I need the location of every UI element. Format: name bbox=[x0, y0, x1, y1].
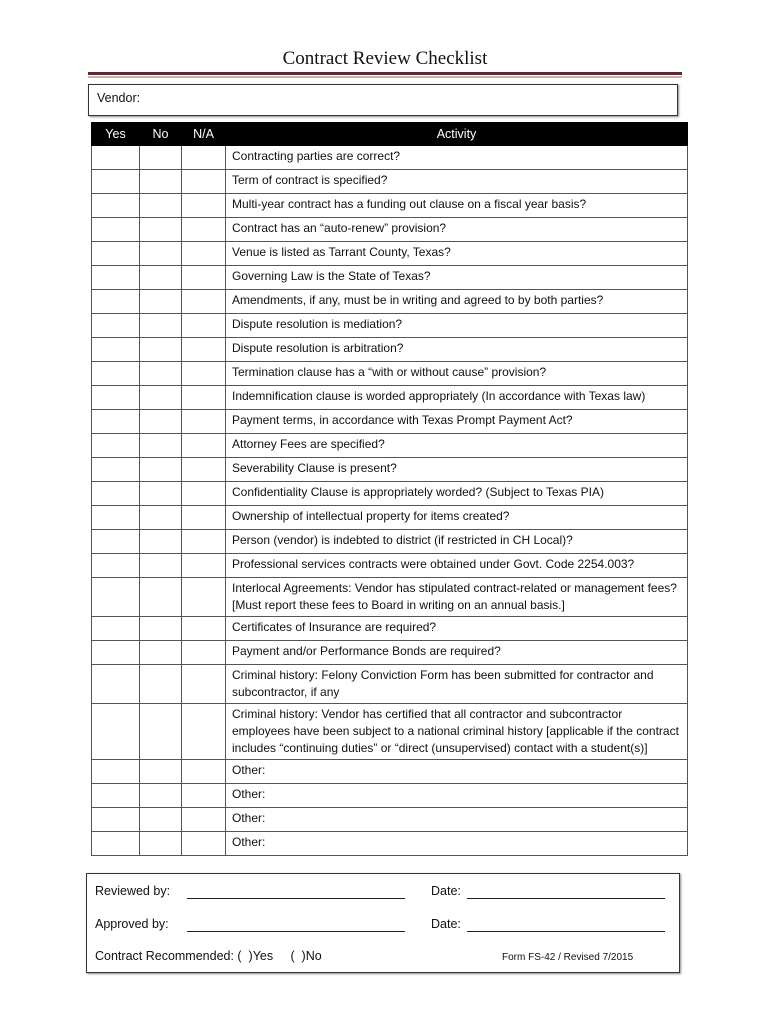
activity-text: Payment and/or Performance Bonds are required? bbox=[226, 641, 688, 665]
table-row bbox=[92, 506, 688, 530]
na-box[interactable] bbox=[182, 482, 226, 506]
activity-text: Multi-year contract has a funding out clause on a fiscal year basis? bbox=[226, 194, 688, 218]
yes-box[interactable] bbox=[92, 242, 140, 266]
no-box[interactable] bbox=[140, 482, 182, 506]
vendor-label: Vendor: bbox=[97, 91, 141, 105]
yes-box[interactable] bbox=[92, 266, 140, 290]
no-box[interactable] bbox=[140, 434, 182, 458]
table-header-row bbox=[92, 123, 688, 146]
na-box[interactable] bbox=[182, 832, 226, 856]
activity-text: Confidentiality Clause is appropriately worded? (Subject to Texas PIA) bbox=[226, 482, 688, 506]
table-row bbox=[92, 242, 688, 266]
header-na: N/A bbox=[182, 123, 226, 146]
title-rule bbox=[88, 72, 682, 75]
na-box[interactable] bbox=[182, 617, 226, 641]
na-box[interactable] bbox=[182, 170, 226, 194]
table-row bbox=[92, 784, 688, 808]
no-box[interactable] bbox=[140, 458, 182, 482]
activity-text: Other: bbox=[226, 760, 688, 784]
no-box[interactable] bbox=[140, 170, 182, 194]
no-box[interactable] bbox=[140, 760, 182, 784]
activity-text: Amendments, if any, must be in writing and agreed to by both parties? bbox=[226, 290, 688, 314]
activity-text: Person (vendor) is indebted to district (if restricted in CH Local)? bbox=[226, 530, 688, 554]
reviewed-date-label: Date: bbox=[431, 884, 461, 898]
na-box[interactable] bbox=[182, 314, 226, 338]
activity-text: Term of contract is specified? bbox=[226, 170, 688, 194]
no-box[interactable] bbox=[140, 386, 182, 410]
yes-box[interactable] bbox=[92, 704, 140, 760]
yes-box[interactable] bbox=[92, 578, 140, 617]
table-row bbox=[92, 832, 688, 856]
activity-text: Venue is listed as Tarrant County, Texas? bbox=[226, 242, 688, 266]
no-box[interactable] bbox=[140, 704, 182, 760]
table-row bbox=[92, 146, 688, 170]
table-row bbox=[92, 218, 688, 242]
yes-box[interactable] bbox=[92, 665, 140, 704]
header-activity: Activity bbox=[226, 123, 688, 146]
yes-box[interactable] bbox=[92, 784, 140, 808]
na-box[interactable] bbox=[182, 410, 226, 434]
yes-box[interactable] bbox=[92, 832, 140, 856]
yes-box[interactable] bbox=[92, 362, 140, 386]
table-row bbox=[92, 482, 688, 506]
na-box[interactable] bbox=[182, 578, 226, 617]
na-box[interactable] bbox=[182, 641, 226, 665]
table-row bbox=[92, 362, 688, 386]
na-box[interactable] bbox=[182, 458, 226, 482]
title-rule-accent bbox=[88, 76, 682, 78]
table-row bbox=[92, 530, 688, 554]
na-box[interactable] bbox=[182, 434, 226, 458]
na-box[interactable] bbox=[182, 362, 226, 386]
activity-text: Other: bbox=[226, 832, 688, 856]
activity-text: Payment terms, in accordance with Texas Prompt Payment Act? bbox=[226, 410, 688, 434]
header-yes: Yes bbox=[92, 123, 140, 146]
activity-text: Other: bbox=[226, 808, 688, 832]
table-row bbox=[92, 617, 688, 641]
no-box[interactable] bbox=[140, 314, 182, 338]
yes-box[interactable] bbox=[92, 410, 140, 434]
form-number: Form FS-42 / Revised 7/2015 bbox=[502, 952, 634, 963]
yes-box[interactable] bbox=[92, 458, 140, 482]
activity-text: Dispute resolution is mediation? bbox=[226, 314, 688, 338]
na-box[interactable] bbox=[182, 146, 226, 170]
activity-text: Severability Clause is present? bbox=[226, 458, 688, 482]
na-box[interactable] bbox=[182, 266, 226, 290]
activity-text: Professional services contracts were obtained under Govt. Code 2254.003? bbox=[226, 554, 688, 578]
approved-date-line[interactable] bbox=[467, 931, 665, 932]
table-row bbox=[92, 554, 688, 578]
no-box[interactable] bbox=[140, 194, 182, 218]
table-row bbox=[92, 194, 688, 218]
na-box[interactable] bbox=[182, 506, 226, 530]
yes-box[interactable] bbox=[92, 338, 140, 362]
yes-box[interactable] bbox=[92, 808, 140, 832]
reviewed-by-line[interactable] bbox=[187, 898, 405, 899]
signoff-section bbox=[86, 873, 680, 973]
yes-box[interactable] bbox=[92, 170, 140, 194]
activity-text: Contracting parties are correct? bbox=[226, 146, 688, 170]
no-box[interactable] bbox=[140, 266, 182, 290]
contract-recommended-label: Contract Recommended: ( )Yes ( )No bbox=[95, 949, 322, 963]
yes-box[interactable] bbox=[92, 530, 140, 554]
yes-box[interactable] bbox=[92, 760, 140, 784]
activity-text: Contract has an “auto-renew” provision? bbox=[226, 218, 688, 242]
yes-box[interactable] bbox=[92, 506, 140, 530]
yes-box[interactable] bbox=[92, 641, 140, 665]
approved-by-label: Approved by: bbox=[95, 917, 169, 931]
page-title: Contract Review Checklist bbox=[282, 48, 488, 69]
na-box[interactable] bbox=[182, 242, 226, 266]
table-row bbox=[92, 290, 688, 314]
no-box[interactable] bbox=[140, 617, 182, 641]
no-box[interactable] bbox=[140, 784, 182, 808]
activity-text: Criminal history: Vendor has certified that all contractor and subcontractor employees have been subject to a national criminal history [applicable if the contract includes “continuing duties” or “direct (unsupervised) contact with a student(s)] bbox=[226, 704, 688, 760]
approved-date-label: Date: bbox=[431, 917, 461, 931]
na-box[interactable] bbox=[182, 218, 226, 242]
no-box[interactable] bbox=[140, 808, 182, 832]
no-box[interactable] bbox=[140, 554, 182, 578]
na-box[interactable] bbox=[182, 760, 226, 784]
no-box[interactable] bbox=[140, 641, 182, 665]
header-no: No bbox=[140, 123, 182, 146]
table-row bbox=[92, 808, 688, 832]
yes-box[interactable] bbox=[92, 314, 140, 338]
no-box[interactable] bbox=[140, 832, 182, 856]
activity-text: Governing Law is the State of Texas? bbox=[226, 266, 688, 290]
checklist-table bbox=[91, 122, 688, 856]
table-row bbox=[92, 458, 688, 482]
reviewed-date-line[interactable] bbox=[467, 898, 665, 899]
no-box[interactable] bbox=[140, 506, 182, 530]
no-box[interactable] bbox=[140, 338, 182, 362]
na-box[interactable] bbox=[182, 386, 226, 410]
yes-box[interactable] bbox=[92, 290, 140, 314]
table-row bbox=[92, 434, 688, 458]
activity-text: Certificates of Insurance are required? bbox=[226, 617, 688, 641]
activity-text: Termination clause has a “with or without cause” provision? bbox=[226, 362, 688, 386]
no-box[interactable] bbox=[140, 146, 182, 170]
approved-by-line[interactable] bbox=[187, 931, 405, 932]
activity-text: Attorney Fees are specified? bbox=[226, 434, 688, 458]
activity-text: Ownership of intellectual property for items created? bbox=[226, 506, 688, 530]
table-row bbox=[92, 338, 688, 362]
na-box[interactable] bbox=[182, 784, 226, 808]
no-box[interactable] bbox=[140, 410, 182, 434]
no-box[interactable] bbox=[140, 242, 182, 266]
no-box[interactable] bbox=[140, 578, 182, 617]
yes-box[interactable] bbox=[92, 554, 140, 578]
na-box[interactable] bbox=[182, 290, 226, 314]
table-row bbox=[92, 266, 688, 290]
yes-box[interactable] bbox=[92, 146, 140, 170]
activity-text: Dispute resolution is arbitration? bbox=[226, 338, 688, 362]
table-row bbox=[92, 760, 688, 784]
table-row bbox=[92, 314, 688, 338]
no-box[interactable] bbox=[140, 290, 182, 314]
table-row bbox=[92, 170, 688, 194]
vendor-field[interactable] bbox=[88, 84, 678, 116]
no-box[interactable] bbox=[140, 218, 182, 242]
table-row bbox=[92, 410, 688, 434]
na-box[interactable] bbox=[182, 704, 226, 760]
table-row bbox=[92, 386, 688, 410]
activity-text: Interlocal Agreements: Vendor has stipulated contract-related or management fees? [Must report these fees to Board in writing on an annual basis.] bbox=[226, 578, 688, 617]
table-row bbox=[92, 704, 688, 760]
table-row bbox=[92, 578, 688, 617]
no-box[interactable] bbox=[140, 665, 182, 704]
na-box[interactable] bbox=[182, 554, 226, 578]
yes-box[interactable] bbox=[92, 434, 140, 458]
reviewed-by-label: Reviewed by: bbox=[95, 884, 171, 898]
na-box[interactable] bbox=[182, 530, 226, 554]
no-box[interactable] bbox=[140, 362, 182, 386]
activity-text: Indemnification clause is worded appropriately (In accordance with Texas law) bbox=[226, 386, 688, 410]
yes-box[interactable] bbox=[92, 617, 140, 641]
activity-text: Other: bbox=[226, 784, 688, 808]
table-row bbox=[92, 665, 688, 704]
yes-box[interactable] bbox=[92, 386, 140, 410]
yes-box[interactable] bbox=[92, 218, 140, 242]
na-box[interactable] bbox=[182, 808, 226, 832]
na-box[interactable] bbox=[182, 665, 226, 704]
na-box[interactable] bbox=[182, 194, 226, 218]
table-row bbox=[92, 641, 688, 665]
yes-box[interactable] bbox=[92, 482, 140, 506]
yes-box[interactable] bbox=[92, 194, 140, 218]
na-box[interactable] bbox=[182, 338, 226, 362]
no-box[interactable] bbox=[140, 530, 182, 554]
activity-text: Criminal history: Felony Conviction Form has been submitted for contractor and subcontractor, if any bbox=[226, 665, 688, 704]
